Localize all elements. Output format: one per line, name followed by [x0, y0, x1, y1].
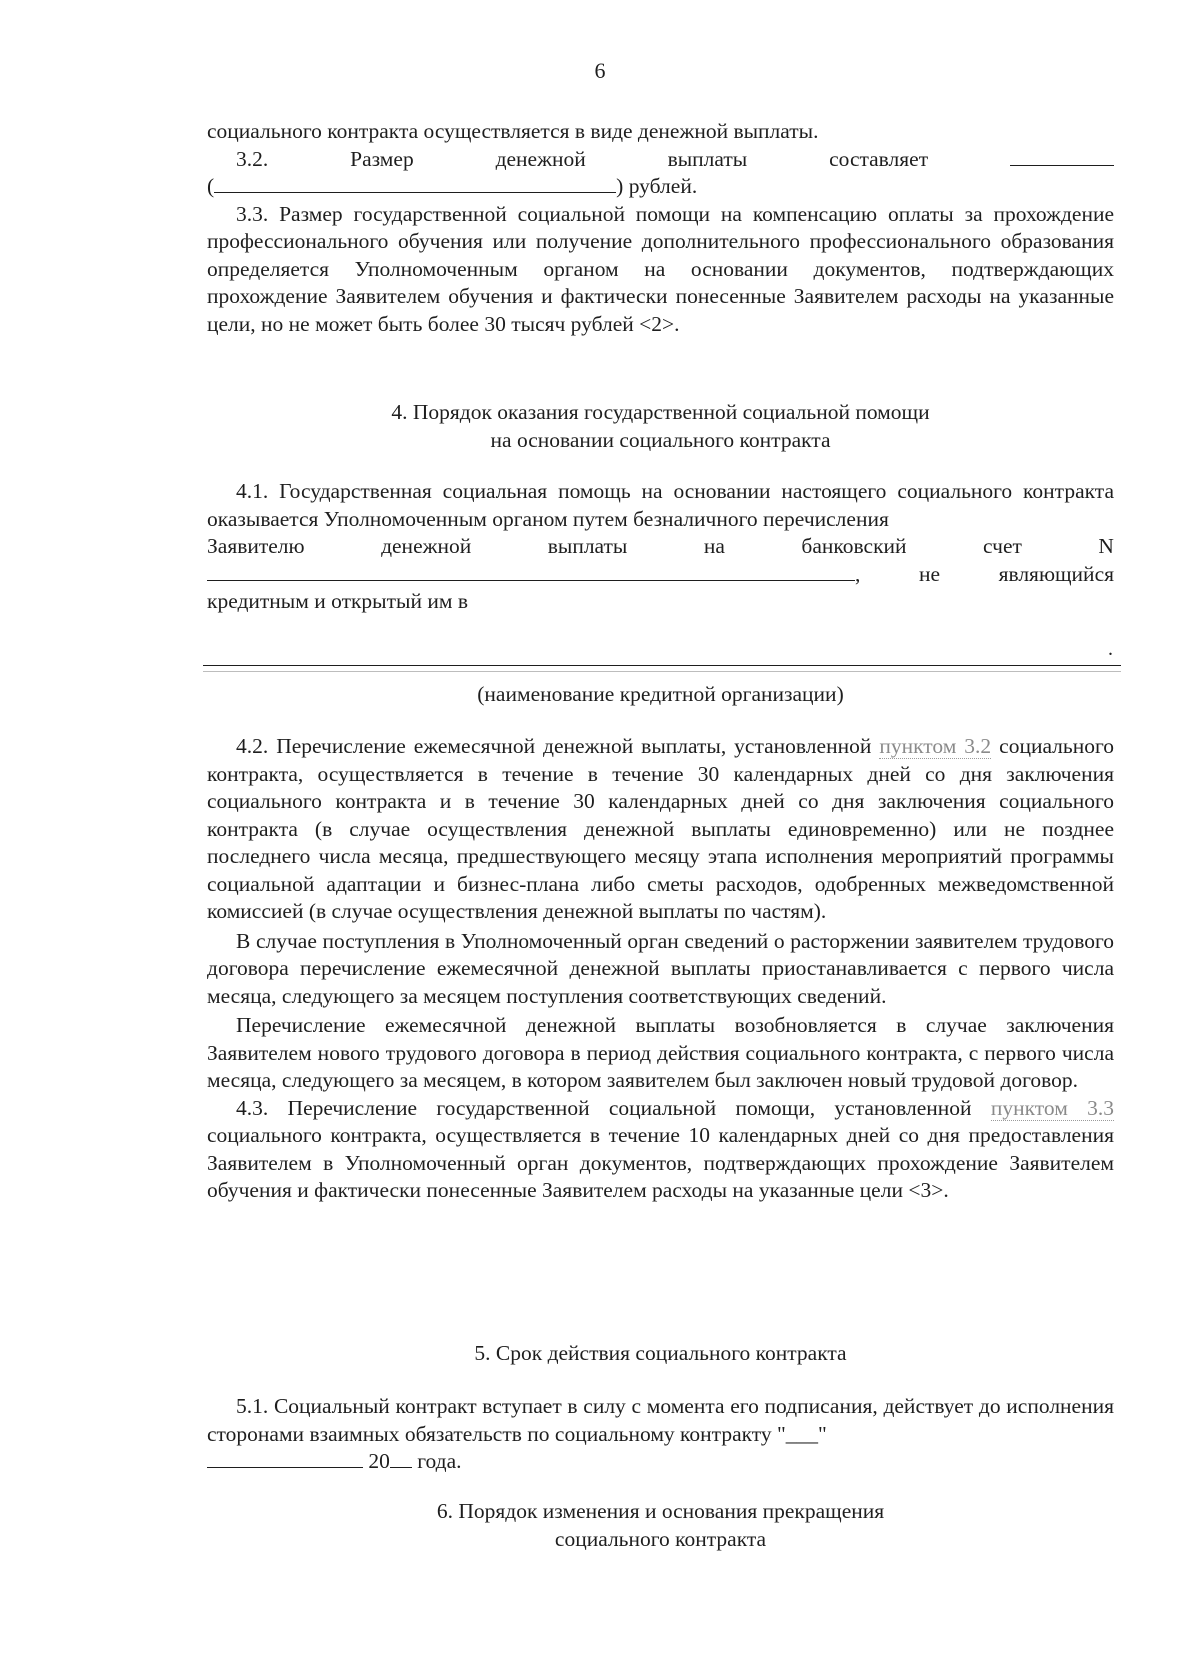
word-razmer: Размер: [350, 146, 414, 171]
paragraph-4-2-start: 4.2. Перечисление ежемесячной денежной выплаты, установленной: [236, 734, 880, 758]
word-sostavlyaet: составляет: [829, 146, 929, 171]
text-block-4-2: [207, 733, 1114, 1205]
year-prefix: 20: [368, 1449, 390, 1473]
paragraph-4-2-b: В случае поступления в Уполномоченный орган сведений о расторжении заявителем трудового договора перечисление ежемесячной денежной выплаты приостанавливается с первого числа месяца, следующего за месяцем поступления соответствующих сведений.: [207, 928, 1114, 1008]
paragraph-4-1-line4: [207, 561, 1114, 589]
paragraph-4-2: [207, 733, 1114, 926]
blank-account-number: [207, 562, 855, 581]
word-goda: года.: [417, 1449, 462, 1473]
heading-section-5: 5. Срок действия социального контракта: [474, 1341, 847, 1365]
word-yavlyayushchiysya: являющийся: [998, 561, 1114, 586]
text-block-section-3: [207, 118, 1114, 338]
heading-6-line1: 6. Порядок изменения и основания прекращения: [436, 1499, 885, 1523]
word-ne: не: [918, 561, 940, 586]
paragraph-4-1-line3: [207, 533, 1114, 561]
blank-amount-words: [214, 174, 616, 193]
link-punkt-3-2[interactable]: пунктом 3.2: [879, 734, 992, 758]
paragraph-4-3: [207, 1095, 1114, 1205]
account-number-line: [207, 561, 860, 589]
heading-6-line2: социального контракта: [554, 1526, 767, 1551]
blank-amount-digits: [1010, 147, 1114, 166]
word-3-2-num: 3.2.: [236, 146, 269, 171]
paragraph-4-3-rest: социального контракта, осуществляется в течение 10 календарных дней со дня предоставления Заявителем в Уполномоченный орган документов, подтверждающих прохождение Заявителем обучения и фактически понесенные Заявителем расходы на указанные цели <3>.: [207, 1123, 1114, 1202]
heading-4-line2: на основании социального контракта: [490, 427, 831, 452]
paren-open: (: [207, 174, 215, 198]
paragraph-4-3-start: 4.3. Перечисление государственной социальной помощи, установленной: [236, 1095, 991, 1120]
period-mark: .: [1108, 638, 1113, 660]
paragraph-4-2-c: Перечисление ежемесячной денежной выплаты возобновляется в случае заключения Заявителем нового трудового договора в период действия социального контракта, с первого числа месяца, следующего за месяцем, в котором заявителем был заключен новый трудовой договор.: [207, 1013, 1114, 1092]
paragraph-5-1: 5.1. Социальный контракт вступает в силу с момента его подписания, действует до исполнения сторонами взаимных обязательств по социальному контракту "___": [207, 1394, 1114, 1446]
word-denezhnoy-2: денежной: [381, 534, 472, 558]
text-block-4-1: [207, 478, 1114, 616]
credit-org-blank-line: [203, 665, 1121, 666]
word-n: N: [1098, 534, 1114, 558]
word-schet: счет: [983, 534, 1022, 558]
word-denezhnoy: денежной: [495, 146, 586, 171]
word-vyplaty-2: выплаты: [547, 534, 628, 558]
heading-section-6: [207, 1498, 1114, 1553]
rubles-label: ) рублей.: [616, 174, 698, 198]
paragraph-3-continuation: социального контракта осуществляется в виде денежной выплаты.: [207, 119, 819, 143]
word-vyplaty: выплаты: [667, 146, 748, 171]
comma: ,: [855, 561, 861, 586]
paragraph-4-1-line5: кредитным и открытый им в: [207, 589, 468, 613]
heading-4-line1: 4. Порядок оказания государственной социальной помощи: [391, 400, 930, 424]
heading-section-4: [207, 399, 1114, 454]
paragraph-5-1-date: [207, 1448, 1114, 1476]
link-punkt-3-3[interactable]: пунктом 3.3: [990, 1095, 1115, 1120]
credit-org-underline-shadow: [203, 671, 1121, 672]
word-zayavitelyu: Заявителю: [207, 534, 305, 558]
paragraph-4-2-rest: социального контракта, осуществляется в течение в течение 30 календарных дней со дня заключения социального контракта и в течение 30 календарных дней со дня заключения социального контракта (в случае осуществления денежной выплаты единовременно) или не позднее последнего числа месяца, предшествующего месяцу этапа исполнения мероприятий программы социальной адаптации и бизнес-плана либо сметы расходов, одобренных межведомственной комиссией (в случае осуществления денежной выплаты по частям).: [207, 734, 1115, 923]
word-bankovskiy: банковский: [801, 534, 907, 558]
paragraph-3-2-line1: [207, 146, 1114, 174]
text-block-5-1: [207, 1393, 1114, 1476]
blank-year: [390, 1449, 412, 1468]
paragraph-3-3: 3.3. Размер государственной социальной помощи на компенсацию оплаты за прохождение профессионального обучения или получение дополнительного профессионального образования определяется Уполномоченным органом на основании документов, подтверждающих прохождение Заявителем обучения и фактически понесенные Заявителем расходы на указанные цели, но не может быть более 30 тысяч рублей <2>.: [207, 201, 1114, 336]
paragraph-4-1: 4.1. Государственная социальная помощь на основании настоящего социального контракта оказывается Уполномоченным органом путем безналичного перечисления: [207, 479, 1114, 531]
paragraph-3-2-line2: [207, 173, 1114, 201]
page-number: 6: [594, 58, 606, 83]
word-na: на: [703, 534, 725, 558]
blank-date-day-month: [207, 1449, 363, 1468]
caption-credit-org: (наименование кредитной организации): [477, 682, 844, 706]
